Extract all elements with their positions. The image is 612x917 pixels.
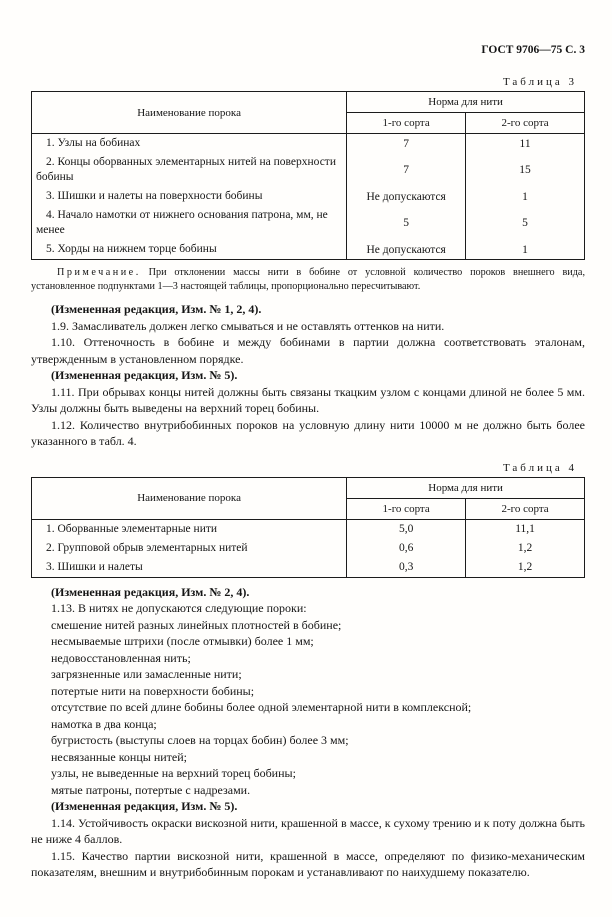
defect-name-cell: 2. Групповой обрыв элементарных нитей [32,539,347,558]
defect-name-cell: 4. Начало намотки от нижнего основания патрона, мм, не менее [32,206,347,240]
grade1-value-cell: 0,3 [347,558,466,578]
table3-note [31,266,585,293]
note-text: При отклонении массы нити в бобине от условной количество пороков внешнего вида, установленное подпунктами 1—3 настоящей таблицы, пропорционально пересчитывают. [31,267,586,292]
grade1-value-cell: 0,6 [347,539,466,558]
grade2-value-cell: 11 [466,134,585,154]
table3-caption: Таблица 3 [502,76,577,88]
defect-list-item: отсутствие по всей длине бобины более одной элементарной нити в комплексной; [51,700,472,714]
paragraph-1-13-intro: 1.13. В нитях не допускаются следующие пороки: [51,601,307,615]
table3-header-norm: Норма для нити [347,92,585,113]
defect-name-cell: 1. Оборванные элементарные нити [32,519,347,539]
table4 [31,477,585,578]
defect-list-item: потертые нити на поверхности бобины; [51,683,255,698]
grade1-value-cell: 7 [347,134,466,154]
defect-name-cell: 1. Узлы на бобинах [32,134,347,154]
paragraph-1-12: 1.12. Количество внутрибобинных пороков на условную длину нити 10000 м не должно быть более указанного в табл. 4. [31,417,585,448]
grade2-value-cell: 1 [466,240,585,260]
defect-name-cell: 3. Шишки и налеты на поверхности бобины [32,187,347,206]
defect-list-item: недовосстановленная нить; [51,650,191,665]
table3-header-grade1: 1-го сорта [347,113,466,134]
table4-header-grade2: 2-го сорта [466,498,585,519]
table3-header-name: Наименование порока [32,92,347,134]
table-row [32,240,585,260]
defect-name-cell: 5. Хорды на нижнем торце бобины [32,240,347,260]
grade2-value-cell: 15 [466,153,585,187]
grade1-value-cell: 7 [347,153,466,187]
table4-header-grade1: 1-го сорта [347,498,466,519]
defect-name-cell: 2. Концы оборванных элементарных нитей на поверхности бобины [32,153,347,187]
grade1-value-cell: Не допускаются [347,187,466,206]
defect-list-item: несвязанные концы нитей; [51,749,187,764]
paragraph-1-9: 1.9. Замасливатель должен легко смываться и не оставлять оттенков на нити. [51,318,445,333]
amendment-note-3: (Измененная редакция, Изм. № 2, 4). [51,584,250,599]
table-row [32,539,585,558]
defect-list-item: бугристость (выступы слоев на торцах бобин) более 3 мм; [51,733,349,747]
table4-header-name: Наименование порока [32,477,347,519]
grade2-value-cell: 1,2 [466,539,585,558]
doc-reference: ГОСТ 9706—75 С. 3 [481,44,585,56]
amendment-note-4: (Измененная редакция, Изм. № 5). [51,799,238,813]
defect-list-item: мятые патроны, потертые с надрезами. [51,782,251,797]
defect-list-item: несмываемые штрихи (после отмывки) более 1 мм; [51,634,314,648]
paragraph-1-14: 1.14. Устойчивость окраски вискозной нити, крашенной в массе, к сухому трению и к поту должна быть не ниже 4 баллов. [31,815,585,846]
table3-header-grade2: 2-го сорта [466,113,585,134]
table3-header-row [32,92,585,113]
table-row [32,206,585,240]
grade2-value-cell: 1 [466,187,585,206]
defect-list-item: загрязненные или замасленные нити; [51,667,242,681]
table-row [32,558,585,578]
grade2-value-cell: 1,2 [466,558,585,578]
table3 [31,91,585,260]
amendment-note-2: (Измененная редакция, Изм. № 5). [51,368,238,382]
table4-header-row [32,477,585,498]
table-row [32,187,585,206]
paragraph-1-10: 1.10. Оттеночность в бобине и между бобинами в партии должна соответствовать эталонам, утвержденным в установленном порядке. [31,335,585,366]
defect-name-cell: 3. Шишки и налеты [32,558,347,578]
grade1-value-cell: Не допускаются [347,240,466,260]
table4-header-norm: Норма для нити [347,477,585,498]
defect-list-item: намотка в два конца; [51,716,157,731]
grade2-value-cell: 5 [466,206,585,240]
paragraph-1-15: 1.15. Качество партии вискозной нити, крашенной в массе, определяют по физико-механическим показателям, внешним и внутрибобинным порокам и устанавливают по наихудшему показателю. [31,848,585,879]
grade1-value-cell: 5 [347,206,466,240]
note-label: Примечание. [57,267,141,278]
table-row [32,134,585,154]
table-row [32,153,585,187]
table4-caption: Таблица 4 [502,461,577,474]
defect-list-item: узлы, не выведенные на верхний торец бобины; [51,766,296,780]
grade2-value-cell: 11,1 [466,519,585,539]
amendment-note-1: (Измененная редакция, Изм. № 1, 2, 4). [51,302,262,316]
paragraph-1-11: 1.11. При обрывах концы нитей должны быть связаны ткацким узлом с концами длиной не более 5 мм. Узлы должны быть выведены на верхний торец бобины. [31,384,585,415]
table-row [32,519,585,539]
grade1-value-cell: 5,0 [347,519,466,539]
defect-list-item: смешение нитей разных линейных плотностей в бобине; [51,617,342,632]
